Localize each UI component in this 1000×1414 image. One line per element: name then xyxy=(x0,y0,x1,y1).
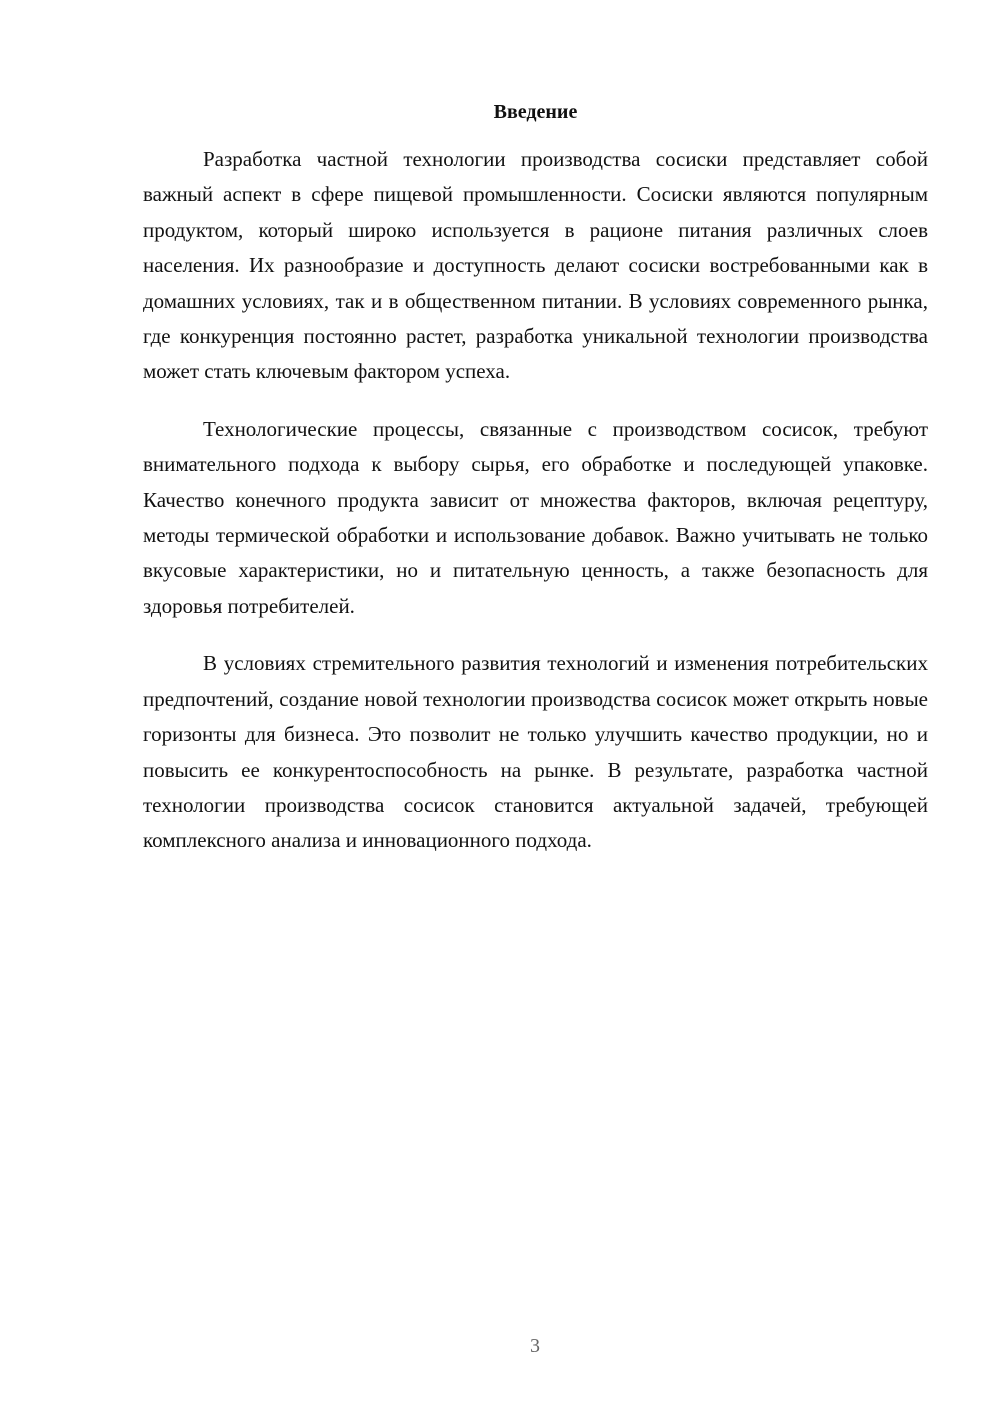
paragraph-3: В условиях стремительного развития технологий и изменения потребительских предпочтений, создание новой технологии производства сосисок может открыть новые горизонты для бизнеса. Это позволит не только улучшить качество продукции, но и повысить ее конкурентоспособность на рынке. В результате, разработка частной технологии производства сосисок становится актуальной задачей, требующей комплексного анализа и инновационного подхода. xyxy=(143,651,928,853)
page-number: 3 xyxy=(530,1335,540,1357)
document-body xyxy=(143,96,928,881)
paragraph-2: Технологические процессы, связанные с производством сосисок, требуют внимательного подхода к выбору сырья, его обработке и последующей упаковке. Качество конечного продукта зависит от множества факторов, включая рецептуру, методы термической обработки и использование добавок. Важно учитывать не только вкусовые характеристики, но и питательную ценность, а также безопасность для здоровья потребителей. xyxy=(143,416,928,618)
section-heading: Введение xyxy=(493,101,578,123)
paragraph-1: Разработка частной технологии производства сосиски представляет собой важный аспект в сфере пищевой промышленности. Сосиски являются популярным продуктом, который широко используется в рационе питания различных слоев населения. Их разнообразие и доступность делают сосиски востребованными как в домашних условиях, так и в общественном питании. В условиях современного рынка, где конкуренция постоянно растет, разработка уникальной технологии производства может стать ключевым фактором успеха. xyxy=(143,147,928,384)
